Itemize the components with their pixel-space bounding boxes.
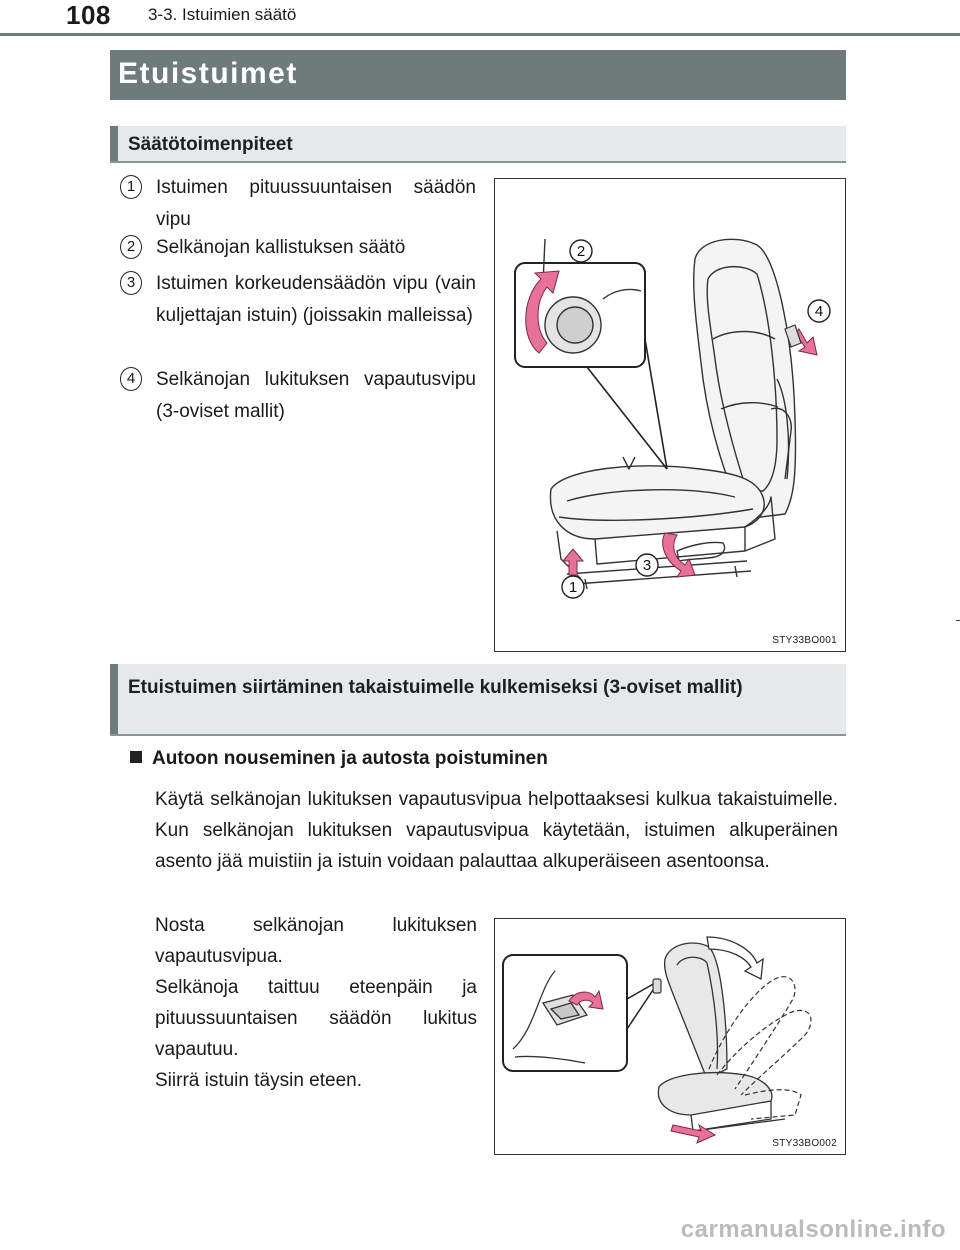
subsection-heading <box>130 748 548 770</box>
step-text: Nosta selkänojan lukituksen vapautusvipua. <box>155 915 477 967</box>
list-item <box>120 364 476 428</box>
figure-callout-1: 1 <box>568 579 578 596</box>
item-number-badge: 2 <box>120 235 142 259</box>
section-heading-adjustments <box>110 126 846 163</box>
section-heading-rear-access <box>110 664 846 736</box>
seat-folding-illustration <box>495 919 846 1155</box>
seat-folding-figure <box>494 918 846 1155</box>
page-title: Etuistuimet <box>118 57 298 90</box>
item-text: Selkänojan kallistuksen säätö <box>156 237 406 258</box>
steps-paragraph <box>155 910 477 1096</box>
section-heading-bar <box>110 664 118 734</box>
step-text: Siirrä istuin täysin eteen. <box>155 1070 362 1091</box>
edge-mark <box>956 620 960 621</box>
running-head: 3-3. Istuimien säätö <box>148 5 297 24</box>
figure-code: STY33BO002 <box>772 1138 837 1149</box>
body-paragraph: Käytä selkänojan lukituksen vapautusvipua helpottaaksesi kulkua takaistuimelle. Kun selkänojan lukituksen vapautusvipua käytetään, istuimen alkuperäinen asento jää muistiin ja istuin voidaan palauttaa alkuperäiseen asentoonsa. <box>155 789 838 872</box>
list-item <box>120 172 476 236</box>
figure-callout-3: 3 <box>642 557 652 574</box>
list-item <box>120 268 476 364</box>
item-text: Istuimen pituussuuntaisen säädön vipu <box>156 177 476 230</box>
item-number-badge: 4 <box>120 367 142 391</box>
step-text: Selkänoja taittuu eteenpäin ja pituussuuntaisen säädön lukitus vapautuu. <box>155 977 477 1060</box>
item-number-badge: 3 <box>120 271 142 295</box>
figure-callout-4: 4 <box>814 303 824 320</box>
seat-illustration <box>495 179 846 652</box>
section-heading-text: Säätötoimenpiteet <box>128 134 293 155</box>
square-bullet-icon <box>130 751 142 763</box>
item-text: Istuimen korkeudensäädön vipu (vain kuljettajan istuin) (joissakin malleissa) <box>156 273 476 326</box>
list-item <box>120 232 476 264</box>
watermark: carmanualsonline.info <box>680 1216 946 1243</box>
page-title-bar <box>110 50 846 100</box>
figure-callout-2: 2 <box>576 243 586 260</box>
section-heading-bar <box>110 126 118 161</box>
page-number: 108 <box>66 0 111 30</box>
item-text: Selkänojan lukituksen vapautusvipu (3-oviset mallit) <box>156 369 476 422</box>
seat-adjustment-figure <box>494 178 846 652</box>
item-number-badge: 1 <box>120 175 142 199</box>
figure-code: STY33BO001 <box>772 635 837 646</box>
header-rule <box>0 33 960 36</box>
section-heading-text: Etuistuimen siirtäminen takaistuimelle kulkemiseksi (3-oviset mallit) <box>128 677 743 698</box>
subsection-heading-text: Autoon nouseminen ja autosta poistuminen <box>152 748 548 769</box>
